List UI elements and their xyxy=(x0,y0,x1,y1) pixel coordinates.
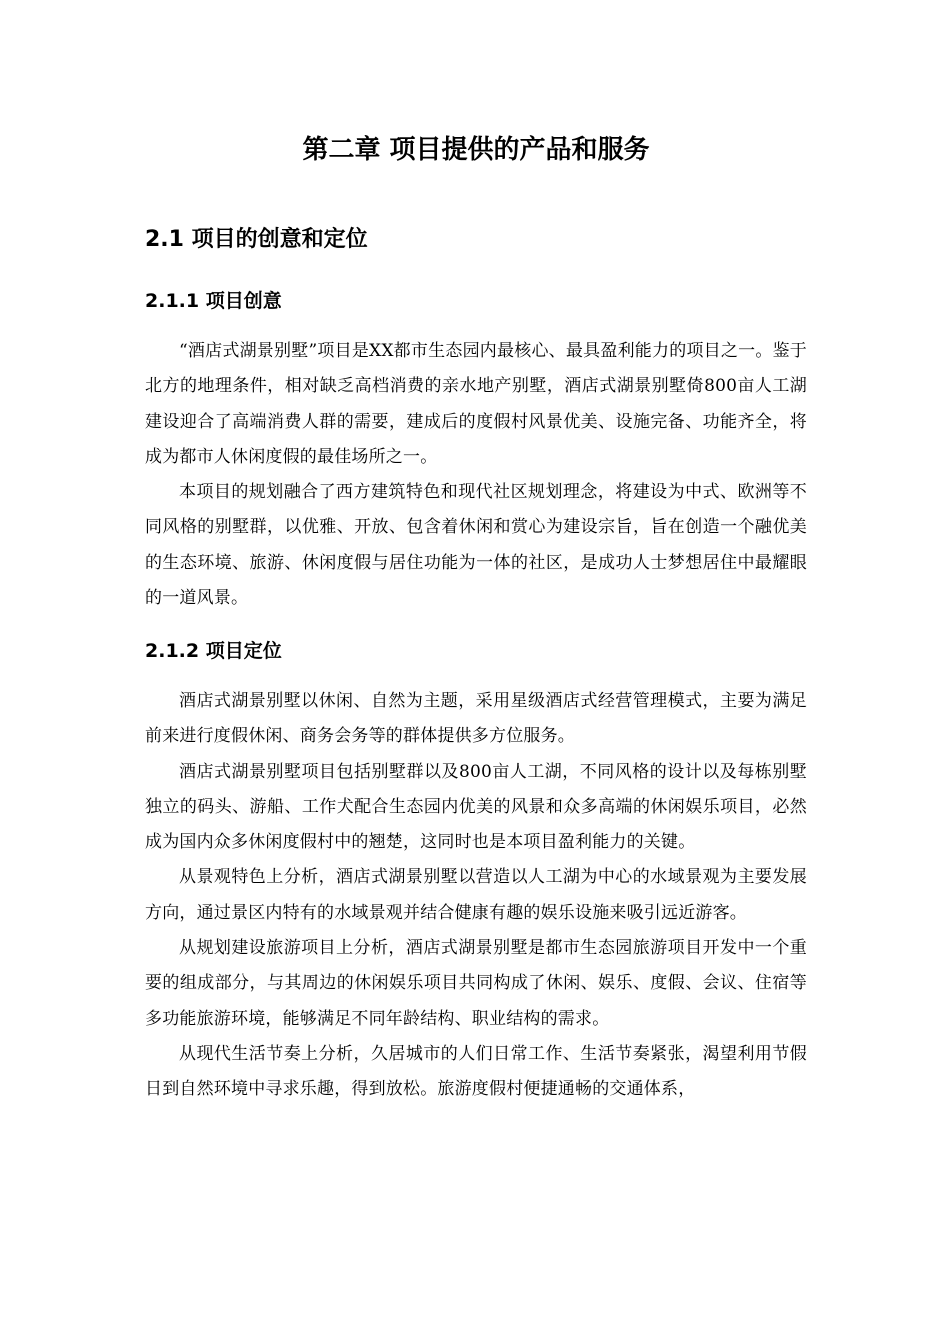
paragraph: 本项目的规划融合了西方建筑特色和现代社区规划理念，将建设为中式、欧洲等不同风格的别墅群，以优雅、开放、包含着休闲和赏心为建设宗旨，旨在创造一个融优美的生态环境、旅游、休闲度假与居住功能为一体的社区，是成功人士梦想居住中最耀眼的一道风景。 xyxy=(145,482,807,609)
paragraph: 酒店式湖景别墅项目包括别墅群以及800亩人工湖，不同风格的设计以及每栋别墅独立的码头、游船、工作犬配合生态园内优美的风景和众多高端的休闲娱乐项目，必然成为国内众多休闲度假村中的翘楚，这同时也是本项目盈利能力的关键。 xyxy=(145,761,807,853)
subsection-body-positioning xyxy=(145,684,807,1108)
subsection-heading-positioning: 2.1.2 项目定位 xyxy=(145,640,282,662)
paragraph: “酒店式湖景别墅”项目是XX都市生态园内最核心、最具盈利能力的项目之一。鉴于北方的地理条件，相对缺乏高档消费的亲水地产别墅，酒店式湖景别墅倚800亩人工湖建设迎合了高端消费人群的需要，建成后的度假村风景优美、设施完备、功能齐全，将成为都市人休闲度假的最佳场所之一。 xyxy=(145,341,807,467)
paragraph: 酒店式湖景别墅以休闲、自然为主题，采用星级酒店式经营管理模式，主要为满足前来进行度假休闲、商务会务等的群体提供多方位服务。 xyxy=(145,691,807,747)
paragraph: 从规划建设旅游项目上分析，酒店式湖景别墅是都市生态园旅游项目开发中一个重要的组成部分，与其周边的休闲娱乐项目共同构成了休闲、娱乐、度假、会议、住宿等多功能旅游环境，能够满足不同年龄结构、职业结构的需求。 xyxy=(145,938,807,1029)
section-heading: 2.1 项目的创意和定位 xyxy=(145,227,368,252)
subsection-body-creative xyxy=(145,334,807,616)
subsection-heading-creative: 2.1.1 项目创意 xyxy=(145,290,282,312)
paragraph: 从现代生活节奏上分析，久居城市的人们日常工作、生活节奏紧张，渴望利用节假日到自然环境中寻求乐趣，得到放松。旅游度假村便捷通畅的交通体系， xyxy=(145,1043,807,1100)
chapter-title: 第二章 项目提供的产品和服务 xyxy=(302,135,650,165)
paragraph: 从景观特色上分析，酒店式湖景别墅以营造以人工湖为中心的水域景观为主要发展方向，通过景区内特有的水域景观并结合健康有趣的娱乐设施来吸引远近游客。 xyxy=(145,867,807,923)
